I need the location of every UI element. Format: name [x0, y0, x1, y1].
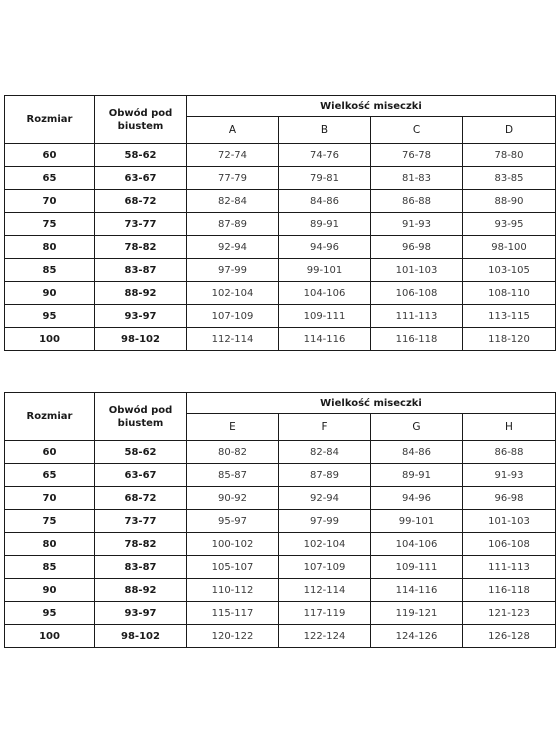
band-cell: 73-77 [95, 213, 187, 236]
size-chart-table-1 [4, 95, 556, 351]
bust-range-cell: 100-102 [187, 533, 279, 556]
band-cell: 78-82 [95, 236, 187, 259]
bust-range-cell: 95-97 [187, 510, 279, 533]
bust-range-cell: 124-126 [371, 625, 463, 648]
bust-range-cell: 101-103 [371, 259, 463, 282]
band-cell: 88-92 [95, 282, 187, 305]
bust-range-cell: 108-110 [463, 282, 556, 305]
table-row [5, 556, 556, 579]
bust-range-cell: 104-106 [371, 533, 463, 556]
bust-range-cell: 99-101 [279, 259, 371, 282]
table-row [5, 190, 556, 213]
size-cell: 95 [5, 305, 95, 328]
bust-range-cell: 74-76 [279, 144, 371, 167]
size-cell: 80 [5, 236, 95, 259]
bust-range-cell: 89-91 [371, 464, 463, 487]
band-cell: 93-97 [95, 602, 187, 625]
bust-range-cell: 85-87 [187, 464, 279, 487]
bust-range-cell: 105-107 [187, 556, 279, 579]
size-cell: 90 [5, 282, 95, 305]
bust-range-cell: 99-101 [371, 510, 463, 533]
bust-range-cell: 82-84 [279, 441, 371, 464]
bust-range-cell: 102-104 [187, 282, 279, 305]
bust-range-cell: 118-120 [463, 328, 556, 351]
size-header: Rozmiar [5, 393, 95, 441]
band-cell: 88-92 [95, 579, 187, 602]
bust-range-cell: 101-103 [463, 510, 556, 533]
bust-range-cell: 102-104 [279, 533, 371, 556]
table-row [5, 144, 556, 167]
bust-range-cell: 77-79 [187, 167, 279, 190]
band-cell: 58-62 [95, 144, 187, 167]
table-row [5, 533, 556, 556]
bust-range-cell: 83-85 [463, 167, 556, 190]
bust-range-cell: 122-124 [279, 625, 371, 648]
band-cell: 98-102 [95, 625, 187, 648]
bust-range-cell: 114-116 [279, 328, 371, 351]
band-cell: 63-67 [95, 167, 187, 190]
bust-range-cell: 121-123 [463, 602, 556, 625]
table-row [5, 579, 556, 602]
bust-range-cell: 114-116 [371, 579, 463, 602]
table-row [5, 236, 556, 259]
bust-range-cell: 96-98 [463, 487, 556, 510]
bust-range-cell: 92-94 [187, 236, 279, 259]
bust-range-cell: 72-74 [187, 144, 279, 167]
bust-range-cell: 98-100 [463, 236, 556, 259]
size-chart-table-2 [4, 392, 556, 648]
band-cell: 68-72 [95, 487, 187, 510]
bust-range-cell: 88-90 [463, 190, 556, 213]
table-row [5, 441, 556, 464]
bust-range-cell: 92-94 [279, 487, 371, 510]
bust-range-cell: 111-113 [371, 305, 463, 328]
bust-range-cell: 80-82 [187, 441, 279, 464]
bust-range-cell: 116-118 [371, 328, 463, 351]
bust-range-cell: 107-109 [279, 556, 371, 579]
size-cell: 65 [5, 167, 95, 190]
band-header: Obwód pod biustem [95, 96, 187, 144]
bust-range-cell: 91-93 [463, 464, 556, 487]
band-cell: 73-77 [95, 510, 187, 533]
bust-range-cell: 86-88 [371, 190, 463, 213]
bust-range-cell: 96-98 [371, 236, 463, 259]
cup-header-cell: A [187, 117, 279, 144]
bust-range-cell: 119-121 [371, 602, 463, 625]
band-cell: 63-67 [95, 464, 187, 487]
cup-header-cell: H [463, 414, 556, 441]
table-row [5, 213, 556, 236]
bust-range-cell: 120-122 [187, 625, 279, 648]
bust-range-cell: 116-118 [463, 579, 556, 602]
bust-range-cell: 76-78 [371, 144, 463, 167]
bust-range-cell: 117-119 [279, 602, 371, 625]
bust-range-cell: 93-95 [463, 213, 556, 236]
bust-range-cell: 87-89 [187, 213, 279, 236]
size-cell: 75 [5, 510, 95, 533]
cup-header-cell: F [279, 414, 371, 441]
table-row [5, 510, 556, 533]
bust-range-cell: 97-99 [279, 510, 371, 533]
table-row [5, 464, 556, 487]
band-header: Obwód pod biustem [95, 393, 187, 441]
table-row [5, 282, 556, 305]
size-cell: 70 [5, 190, 95, 213]
table-row [5, 167, 556, 190]
bust-range-cell: 89-91 [279, 213, 371, 236]
cup-size-header: Wielkość miseczki [187, 96, 556, 117]
bust-range-cell: 107-109 [187, 305, 279, 328]
bust-range-cell: 97-99 [187, 259, 279, 282]
size-cell: 80 [5, 533, 95, 556]
table-row [5, 305, 556, 328]
cup-header-cell: E [187, 414, 279, 441]
size-cell: 60 [5, 441, 95, 464]
bust-range-cell: 109-111 [279, 305, 371, 328]
band-cell: 83-87 [95, 556, 187, 579]
table-row [5, 487, 556, 510]
bust-range-cell: 84-86 [371, 441, 463, 464]
bust-range-cell: 81-83 [371, 167, 463, 190]
size-cell: 60 [5, 144, 95, 167]
bust-range-cell: 86-88 [463, 441, 556, 464]
bust-range-cell: 91-93 [371, 213, 463, 236]
bust-range-cell: 112-114 [279, 579, 371, 602]
bust-range-cell: 103-105 [463, 259, 556, 282]
band-cell: 68-72 [95, 190, 187, 213]
bust-range-cell: 94-96 [371, 487, 463, 510]
bust-range-cell: 79-81 [279, 167, 371, 190]
cup-header-cell: G [371, 414, 463, 441]
bust-range-cell: 110-112 [187, 579, 279, 602]
size-cell: 85 [5, 259, 95, 282]
bust-range-cell: 113-115 [463, 305, 556, 328]
size-cell: 100 [5, 625, 95, 648]
band-cell: 98-102 [95, 328, 187, 351]
size-cell: 100 [5, 328, 95, 351]
table-row [5, 328, 556, 351]
size-cell: 85 [5, 556, 95, 579]
band-cell: 93-97 [95, 305, 187, 328]
bust-range-cell: 78-80 [463, 144, 556, 167]
bust-range-cell: 111-113 [463, 556, 556, 579]
bust-range-cell: 104-106 [279, 282, 371, 305]
cup-header-cell: C [371, 117, 463, 144]
bust-range-cell: 115-117 [187, 602, 279, 625]
bust-range-cell: 90-92 [187, 487, 279, 510]
bust-range-cell: 87-89 [279, 464, 371, 487]
cup-header-cell: D [463, 117, 556, 144]
cup-header-cell: B [279, 117, 371, 144]
table-row [5, 625, 556, 648]
bust-range-cell: 109-111 [371, 556, 463, 579]
size-cell: 75 [5, 213, 95, 236]
table-row [5, 602, 556, 625]
size-cell: 95 [5, 602, 95, 625]
size-cell: 65 [5, 464, 95, 487]
bust-range-cell: 106-108 [371, 282, 463, 305]
bust-range-cell: 82-84 [187, 190, 279, 213]
size-cell: 90 [5, 579, 95, 602]
cup-size-header: Wielkość miseczki [187, 393, 556, 414]
bust-range-cell: 106-108 [463, 533, 556, 556]
bust-range-cell: 94-96 [279, 236, 371, 259]
band-cell: 83-87 [95, 259, 187, 282]
band-cell: 58-62 [95, 441, 187, 464]
size-cell: 70 [5, 487, 95, 510]
size-header: Rozmiar [5, 96, 95, 144]
bust-range-cell: 126-128 [463, 625, 556, 648]
bust-range-cell: 84-86 [279, 190, 371, 213]
table-row [5, 259, 556, 282]
bust-range-cell: 112-114 [187, 328, 279, 351]
band-cell: 78-82 [95, 533, 187, 556]
